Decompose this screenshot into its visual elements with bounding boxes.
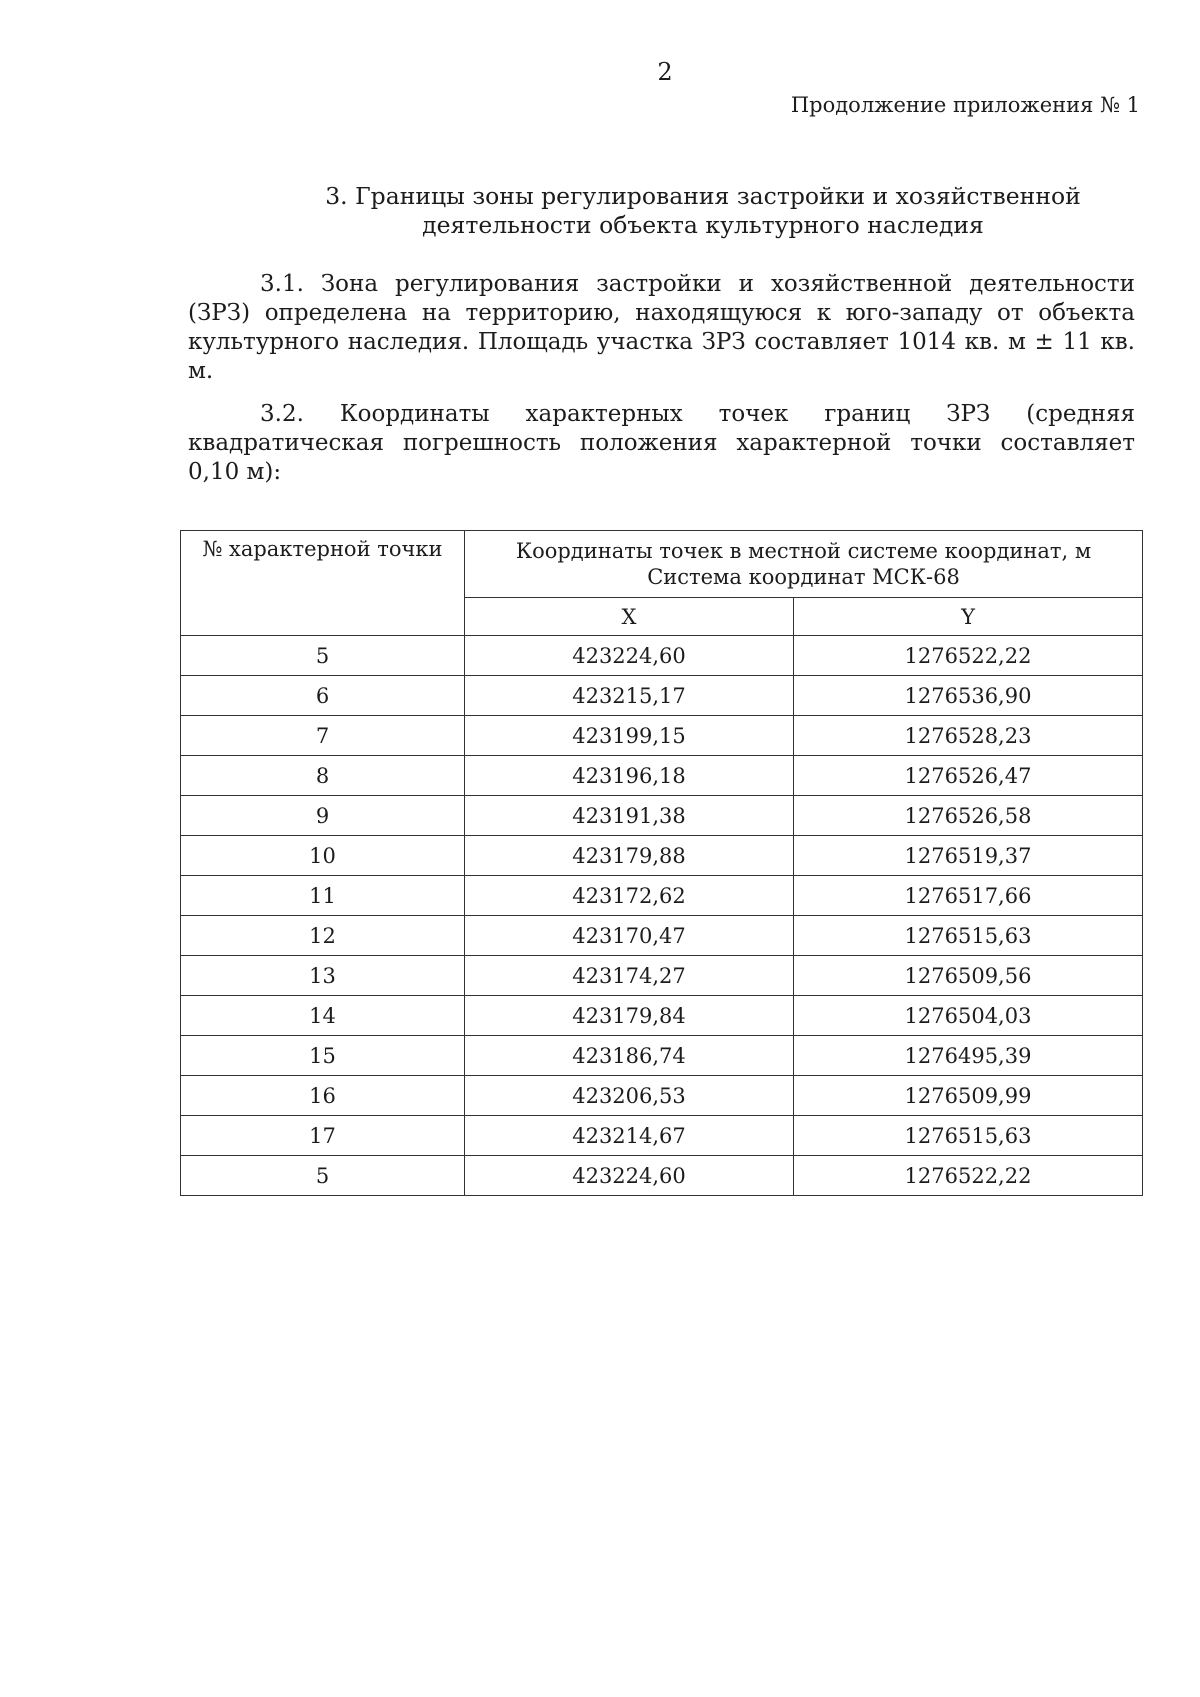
page-number: 2 xyxy=(657,58,673,86)
cell-point: 5 xyxy=(181,1156,465,1196)
cell-point: 12 xyxy=(181,916,465,956)
cell-point: 15 xyxy=(181,1036,465,1076)
table-row xyxy=(181,676,1143,716)
cell-x: 423215,17 xyxy=(465,676,794,716)
cell-y: 1276509,56 xyxy=(794,956,1143,996)
cell-point: 10 xyxy=(181,836,465,876)
column-group-header-coordinates xyxy=(465,531,1143,598)
cell-y: 1276536,90 xyxy=(794,676,1143,716)
table-row xyxy=(181,636,1143,676)
paragraph-3-1: 3.1. Зона регулирования застройки и хозяйственной деятельности (ЗРЗ) определена на территорию, находящуюся к юго-западу от объекта культурного наследия. Площадь участка ЗРЗ составляет 1014 кв. м ± 11 кв. м. xyxy=(188,271,1135,384)
cell-x: 423174,27 xyxy=(465,956,794,996)
cell-x: 423191,38 xyxy=(465,796,794,836)
cell-y: 1276504,03 xyxy=(794,996,1143,1036)
cell-x: 423224,60 xyxy=(465,1156,794,1196)
column-group-header-line-1: Координаты точек в местной системе координат, м xyxy=(515,539,1092,563)
cell-y: 1276515,63 xyxy=(794,1116,1143,1156)
table-row xyxy=(181,956,1143,996)
cell-x: 423179,84 xyxy=(465,996,794,1036)
cell-y: 1276517,66 xyxy=(794,876,1143,916)
table-row xyxy=(181,916,1143,956)
cell-point: 17 xyxy=(181,1116,465,1156)
cell-x: 423199,15 xyxy=(465,716,794,756)
section-title xyxy=(180,182,1200,240)
section-title-line-2: деятельности объекта культурного наследия xyxy=(422,211,984,239)
table-row xyxy=(181,876,1143,916)
cell-point: 7 xyxy=(181,716,465,756)
column-group-header-line-2: Система координат МСК-68 xyxy=(647,565,960,589)
cell-x: 423170,47 xyxy=(465,916,794,956)
cell-y: 1276519,37 xyxy=(794,836,1143,876)
column-header-point: № характерной точки xyxy=(181,531,465,636)
cell-y: 1276526,47 xyxy=(794,756,1143,796)
cell-x: 423206,53 xyxy=(465,1076,794,1116)
cell-point: 14 xyxy=(181,996,465,1036)
table-row xyxy=(181,1156,1143,1196)
table-row xyxy=(181,796,1143,836)
cell-y: 1276515,63 xyxy=(794,916,1143,956)
cell-x: 423179,88 xyxy=(465,836,794,876)
cell-x: 423172,62 xyxy=(465,876,794,916)
cell-y: 1276522,22 xyxy=(794,636,1143,676)
cell-y: 1276528,23 xyxy=(794,716,1143,756)
cell-point: 6 xyxy=(181,676,465,716)
table-row xyxy=(181,756,1143,796)
cell-y: 1276509,99 xyxy=(794,1076,1143,1116)
coordinates-table xyxy=(180,530,1143,1196)
cell-x: 423224,60 xyxy=(465,636,794,676)
table-row xyxy=(181,1036,1143,1076)
paragraph-3-2: 3.2. Координаты характерных точек границ ЗРЗ (средняя квадратическая погрешность положения характерной точки составляет 0,10 м): xyxy=(188,401,1135,485)
cell-point: 9 xyxy=(181,796,465,836)
cell-y: 1276495,39 xyxy=(794,1036,1143,1076)
section-title-line-1: 3. Границы зоны регулирования застройки и хозяйственной xyxy=(325,182,1081,210)
table-row xyxy=(181,996,1143,1036)
cell-point: 11 xyxy=(181,876,465,916)
cell-x: 423214,67 xyxy=(465,1116,794,1156)
column-header-x: X xyxy=(465,598,794,636)
cell-point: 5 xyxy=(181,636,465,676)
appendix-note: Продолжение приложения № 1 xyxy=(790,93,1140,117)
table-row xyxy=(181,1116,1143,1156)
cell-point: 13 xyxy=(181,956,465,996)
cell-y: 1276522,22 xyxy=(794,1156,1143,1196)
table-row xyxy=(181,716,1143,756)
column-header-y: Y xyxy=(794,598,1143,636)
cell-point: 16 xyxy=(181,1076,465,1116)
cell-y: 1276526,58 xyxy=(794,796,1143,836)
table-row xyxy=(181,1076,1143,1116)
cell-x: 423196,18 xyxy=(465,756,794,796)
table-row xyxy=(181,836,1143,876)
cell-x: 423186,74 xyxy=(465,1036,794,1076)
cell-point: 8 xyxy=(181,756,465,796)
